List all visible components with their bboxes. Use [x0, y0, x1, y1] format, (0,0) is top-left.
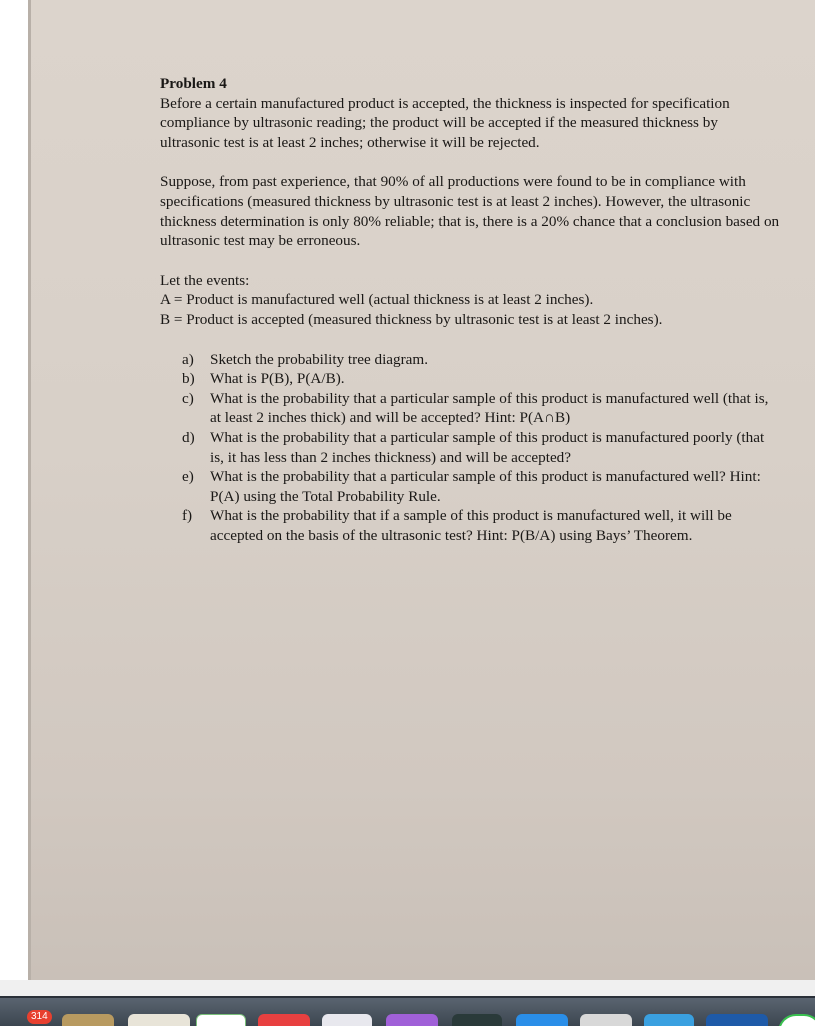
- question-letter: f): [182, 507, 193, 525]
- event-a-definition: A = Product is manufactured well (actual thickness is at least 2 inches).: [160, 291, 594, 309]
- events-intro: Let the events:: [160, 271, 250, 289]
- app-icon[interactable]: [452, 1014, 502, 1026]
- question-item: [182, 467, 780, 506]
- question-letter: c): [182, 389, 194, 407]
- app-icon[interactable]: [516, 1014, 568, 1026]
- question-letter: a): [182, 350, 194, 368]
- question-letter: e): [182, 468, 194, 486]
- problem-paragraph-1: Before a certain manufactured product is accepted, the thickness is inspected for specification compliance by ultrasonic reading; the product will be accepted if the measured thickness by ultrasonic test is at least 2 inches; otherwise it will be rejected.: [160, 94, 730, 151]
- question-letter: b): [182, 370, 195, 388]
- question-text: Sketch the probability tree diagram.: [210, 350, 429, 368]
- window-bottom-margin: [0, 980, 815, 996]
- problem-paragraph-2: Suppose, from past experience, that 90% of all productions were found to be in compliance with specifications (measured thickness by ultrasonic test is at least 2 inches). However, the ultrasonic thickness determination is only 80% reliable; that is, there is a 20% chance that a conclusion based on ultrasonic test may be erroneous.: [160, 173, 780, 250]
- app-icon[interactable]: [258, 1014, 310, 1026]
- app-icon[interactable]: [196, 1014, 246, 1026]
- app-icon[interactable]: [128, 1014, 190, 1026]
- app-icon[interactable]: [322, 1014, 372, 1026]
- question-text: What is the probability that a particular sample of this product is manufactured well? Hint: P(A) using the Total Probability Rule.: [210, 468, 761, 505]
- question-text: What is the probability that a particular sample of this product is manufactured well (that is, at least 2 inches thick) and will be accepted? Hint: P(A∩B): [210, 389, 769, 427]
- question-text: What is the probability that a particular sample of this product is manufactured poorly (that is, it has less than 2 inches thickness) and will be accepted?: [210, 428, 765, 466]
- app-icon[interactable]: [386, 1014, 438, 1026]
- events-definition: [160, 271, 780, 330]
- question-item: [182, 369, 780, 389]
- problem-document: [160, 74, 780, 545]
- app-icon[interactable]: [62, 1014, 114, 1026]
- app-icon[interactable]: [706, 1014, 768, 1026]
- question-letter: d): [182, 428, 195, 446]
- question-item: [182, 506, 780, 545]
- question-list: [160, 350, 780, 546]
- question-item: [182, 428, 780, 467]
- question-text: What is the probability that if a sample of this product is manufactured well, it will be accepted on the basis of the ultrasonic test? Hint: P(B/A) using Bays’ Theorem.: [210, 507, 732, 544]
- question-item: [182, 389, 780, 428]
- paper-edge: [28, 0, 31, 980]
- app-icon[interactable]: [778, 1014, 815, 1026]
- question-item: [182, 350, 780, 370]
- window-margin: [0, 0, 28, 980]
- problem-title: Problem 4: [160, 75, 227, 92]
- app-icon[interactable]: [644, 1014, 694, 1026]
- event-b-definition: B = Product is accepted (measured thickness by ultrasonic test is at least 2 inches).: [160, 310, 663, 328]
- app-icon[interactable]: [580, 1014, 632, 1026]
- question-text: What is P(B), P(A/B).: [210, 370, 345, 388]
- notification-badge: 314: [27, 1010, 52, 1024]
- dock-bar: [0, 996, 815, 1026]
